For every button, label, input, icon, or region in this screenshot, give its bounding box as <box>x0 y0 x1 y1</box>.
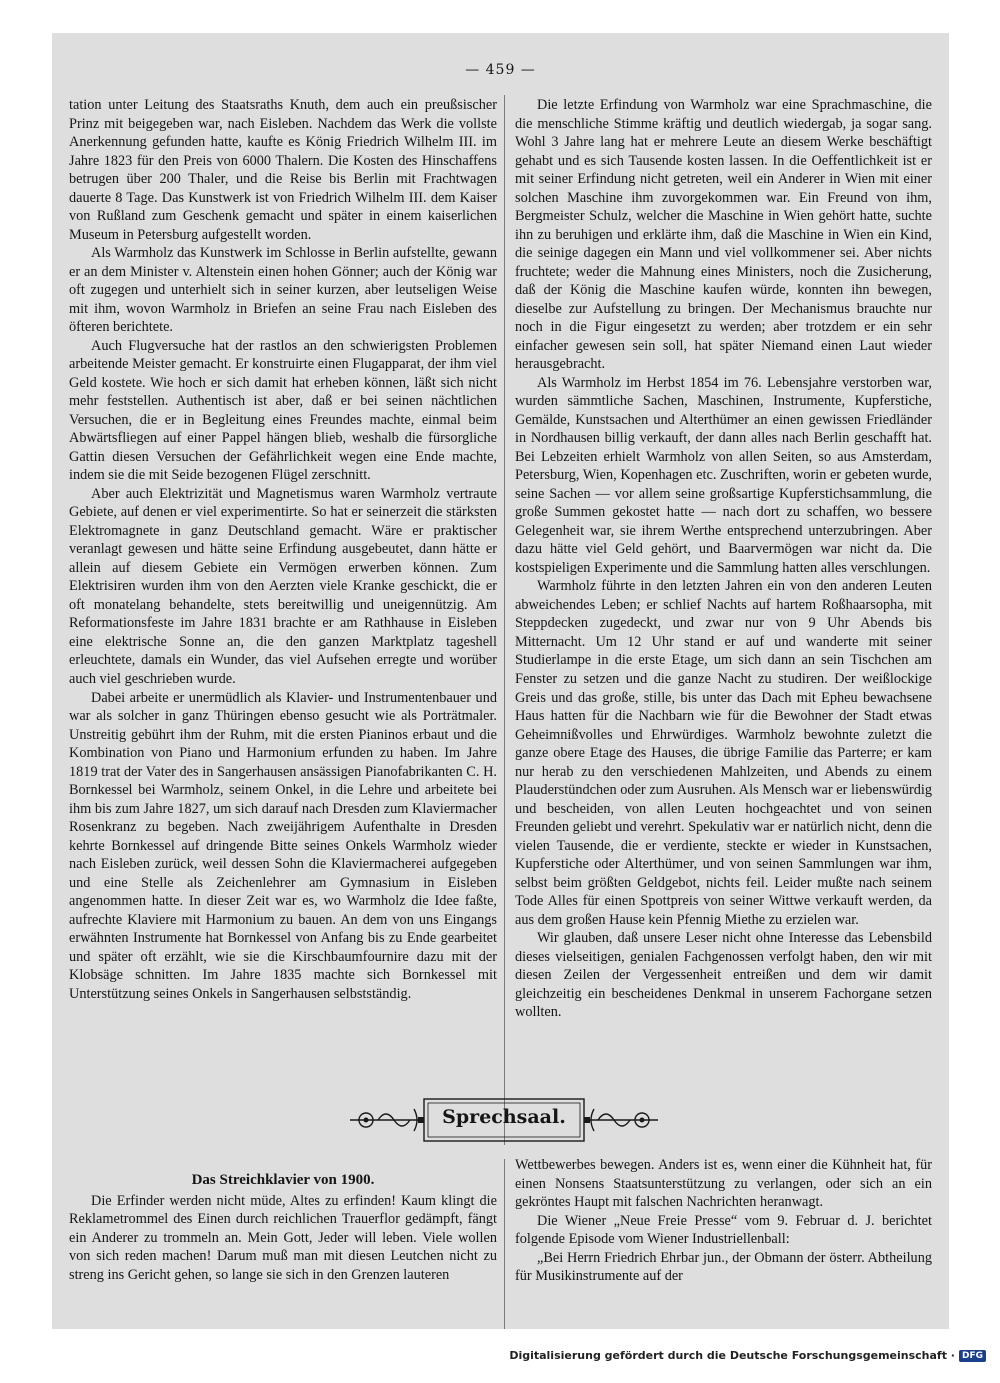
bottom-right-column <box>515 1156 932 1286</box>
paragraph: „Bei Herrn Friedrich Ehrbar jun., der Obmann der österr. Abtheilung für Musikinstrumente auf der <box>515 1249 932 1285</box>
page-number: — 459 — <box>465 62 536 78</box>
paragraph: Als Warmholz im Herbst 1854 im 76. Lebensjahre verstorben war, wurden sämmtliche Sachen, Maschinen, Instrumente, Kupferstiche, Gemälde, Kunstsachen und Alterthümer an einen gewissen Friedländer in Nordhausen billig verkauft, der dann alles nach Berlin geschafft hat. Bei Lebzeiten erhielt Warmholz von allen Seiten, so aus Amsterdam, Petersburg, Wien, Kopenhagen etc. Zuschriften, worin er gebeten wurde, seine Sachen — vor allem seine großsartige Kupferstichsammlung, die große Summen gekostet hatte — nach dort zu schaffen, wo bessere Gelegenheit war, sie ihrem Werthe entsprechend unterzubringen. Aber dazu hätte viel Geld gehört, und Baarvermögen war nicht da. Die kostspieligen Experimente und die Sammlung hatten alles verschlungen. <box>515 374 932 576</box>
column-divider <box>504 1159 505 1329</box>
credit-text: Digitalisierung gefördert durch die Deutsche Forschungsgemeinschaft · <box>509 1349 955 1362</box>
top-right-column <box>515 96 932 1022</box>
paragraph: Die Erfinder werden nicht müde, Altes zu erfinden! Kaum klingt die Reklametrommel des Einen durch reichlichen Trauerflor gedämpft, fängt ein Anderer zu trommeln an. Mein Gott, Jeder will leben. Viele wollen von sich reden machen! Darum muß man mit diesen Leutchen nicht zu streng ins Gericht gehen, so lange sie sich in den Grenzen lauteren <box>69 1192 497 1283</box>
section-banner <box>344 1095 664 1145</box>
paragraph: Dabei arbeite er unermüdlich als Klavier- und Instrumentenbauer und war als solcher in ganz Thüringen ebenso gesucht wie als Porträtmaler. Unstreitig gebührt ihm der Ruhm, mit die ersten Pianinos erbaut und die Kombination von Piano und Harmonium erfunden zu haben. Im Jahre 1819 trat der Vater des in Sangerhausen ansässigen Pianofabrikanten C. H. Bornkessel bei Warmholz, seinem Onkel, in die Lehre und arbeitete bei ihm bis zum Jahre 1827, um sich darauf nach Dresden zum Klaviermacher Rosenkranz zu begeben. Nach zweijährigem Aufenthalte in Dresden kehrte Bornkessel auf dringende Bitte seines Onkels Warmholz wieder nach Eisleben zurück, weil dessen Sohn die Klaviermacherei aufgegeben und eine Stelle als Zeichenlehrer am Gymnasium in Eisleben angenommen hatte. In dieser Zeit war es, wo Warmholz die Idee faßte, aufrechte Klaviere mit Harmonium zu bauen. An dem von uns Eingangs erwähnten Instrumente hat Bornkessel von Anfang bis zu Ende gearbeitet und später oft erzählt, wie sie die Kirschbaumfournire dazu mit der Klobsäge schnitten. Im Jahre 1835 machte sich Bornkessel mit Unterstützung seines Onkels in Sangerhausen selbstständig. <box>69 689 497 1002</box>
digitization-credit <box>509 1349 986 1362</box>
column-divider <box>504 95 505 1145</box>
scanned-page <box>52 33 949 1329</box>
paragraph: Als Warmholz das Kunstwerk im Schlosse in Berlin aufstellte, gewann er an dem Minister v. Altenstein einen hohen Gönner; auch der König war oft zugegen und unterhielt sich in seiner kurzen, aber leutseligen Weise mit ihm, wovon Warmholz in Briefen an seine Frau nach Eisleben des öfteren berichtete. <box>69 245 497 336</box>
paragraph: Warmholz führte in den letzten Jahren ein von den anderen Leuten abweichendes Leben; er schlief Nachts auf hartem Roßhaarsopha, mit Steppdecken zugedeckt, und zwar nur von 9 Uhr Abends bis Mitternacht. Um 12 Uhr stand er auf und wanderte mit seiner Studierlampe in die erste Etage, um sich dann an sein Tischchen am Fenster zu setzen und die ganze Nacht zu studiren. Der weißlockige Greis und das große, stille, bis unter das Dach mit Epheu bewachsene Haus hatten für die Nachbarn wie für die Bewohner der Stadt etwas Geheimnißvolles und Ehrwürdiges. Warmholz bewohnte zuletzt die ganze obere Etage des Hauses, die übrige Familie das Parterre; er kam nur herab zu den verschiedenen Mahlzeiten, und Abends zu einem Plauderstündchen oder zum Ausruhen. Als Mensch war er liebenswürdig und bescheiden, von allen Leuten hochgeachtet und von seinen Freunden geliebt und verehrt. Spekulativ war er natürlich nicht, denn die vielen Tausende, die er verdiente, steckte er wieder in Kunstsachen, Kupferstiche oder Alterthümer, und von seinen Sammlungen war ihm, selbst beim größten Geldgebot, nichts feil. Leider mußte nach seinem Tode Alles für einen Spottpreis von seiner Wittwe verkauft werden, da aus dem großen Hause kein Pfennig Miethe zu erzielen war. <box>515 578 932 928</box>
top-left-column <box>69 96 497 1003</box>
paragraph: tation unter Leitung des Staatsraths Knuth, dem auch ein preußsischer Prinz mit beigegeben war, nach Eisleben. Nachdem das Werk die vollste Anerkennung gefunden hatte, kaufte es König Friedrich Wilhelm III. im Jahre 1823 für den Preis von 6000 Thalern. Die Kosten des Hinschaffens betrugen über 200 Thaler, und die Reise bis Berlin mit Frachtwagen dauerte 8 Tage. Das Kunstwerk ist von Friedrich Wilhelm III. dem Kaiser von Rußland zum Geschenk gemacht und später in einem kaiserlichen Museum in Petersburg aufgestellt worden. <box>69 97 497 243</box>
bottom-left-column <box>69 1171 497 1284</box>
paragraph: Wettbewerbes bewegen. Anders ist es, wenn einer die Kühnheit hat, für einen Nonsens Staatsunterstützung zu verlangen, oder sich an ein gekröntes Haupt mit falschen Nachrichten heranwagt. <box>515 1157 932 1211</box>
paragraph: Auch Flugversuche hat der rastlos an den schwierigsten Problemen arbeitende Meister gemacht. Er konstruirte einen Flugapparat, der ihm viel Geld kostete. Wie hoch er sich damit hat erheben können, läßt sich nicht mehr feststellen. Authentisch ist aber, daß er bei seinen nächtlichen Versuchen, die er in Begleitung eines Freundes machte, einmal beim Abwärtsfliegen auf einer Pappel hängen blieb, weshalb die fürsorgliche Gattin diesen Versuchen der Gefährlichkeit wegen eine Ende machte, indem sie die mit Seide bezogenen Flügel zerschnitt. <box>69 337 497 484</box>
dfg-logo: DFG <box>959 1350 986 1362</box>
paragraph: Wir glauben, daß unsere Leser nicht ohne Interesse das Lebensbild dieses vielseitigen, genialen Fachgenossen verfolgt haben, den wir mit diesen Zeilen der Vergessenheit entreißen und dem wir damit gleichzeitig ein bescheidenes Denkmal in unserem Fachorgane setzen wollten. <box>515 930 932 1021</box>
article-title: Das Streichklavier von 1900. <box>191 1172 375 1188</box>
section-title: Sprechsaal. <box>442 1106 566 1128</box>
paragraph: Aber auch Elektrizität und Magnetismus waren Warmholz vertraute Gebiete, auf denen er viel experimentirte. So hat er seinerzeit die stärksten Elektromagnete in ganz Deutschland gemacht. Wäre er praktischer veranlagt gewesen und hätte seine Erfindung ausgebeutet, dann hätte er allein auf diesem Gebiete ein Vermögen erwerben können. Zum Elektrisiren wurden ihm von den Aerzten viele Kranke geschickt, die er oft monatelang behandelte, stets bereitwillig und uneigennützig. Am Reformationsfeste im Jahre 1831 brachte er am Rathhause in Eisleben eine elektrische Sonne an, die den ganzen Marktplatz tageshell erleuchtete, damals ein Wunder, das viel Aufsehen erregte und worüber auch viel geschrieben wurde. <box>69 485 497 687</box>
paragraph: Die letzte Erfindung von Warmholz war eine Sprachmaschine, die die menschliche Stimme kräftig und deutlich wiedergab, ja sogar sang. Wohl 3 Jahre lang hat er mehrere Leute an diesem Werke beschäftigt gehabt und es sich Tausende kosten lassen. In die Oeffentlichkeit ist er mit seiner Erfindung nicht getreten, weil ein Anderer in Wien mit einer solchen Maschine ihm zuvorgekommen war. Ein Freund von ihm, Bergmeister Schulz, welcher die Maschine in Wien gehört hatte, suchte ihn zu beruhigen und erklärte ihm, daß die Maschine in Wien ein Kind, die seinige dagegen ein Mann und viel vollkommener sei. Aber nichts fruchtete; weder die Mahnung eines Ministers, noch die Zusicherung, daß der König die Maschine kaufen würde, konnten ihn bewegen, dieselbe zur Aufstellung zu bringen. Der Mechanismus brauchte nur noch in die Figur eingesetzt zu werden; aber trotzdem er ein sehr einfacher gewesen sein soll, hat später Niemand einen Laut wieder herausgebracht. <box>515 97 932 373</box>
paragraph: Die Wiener „Neue Freie Presse“ vom 9. Februar d. J. berichtet folgende Episode vom Wiener Industriellenball: <box>515 1212 932 1248</box>
